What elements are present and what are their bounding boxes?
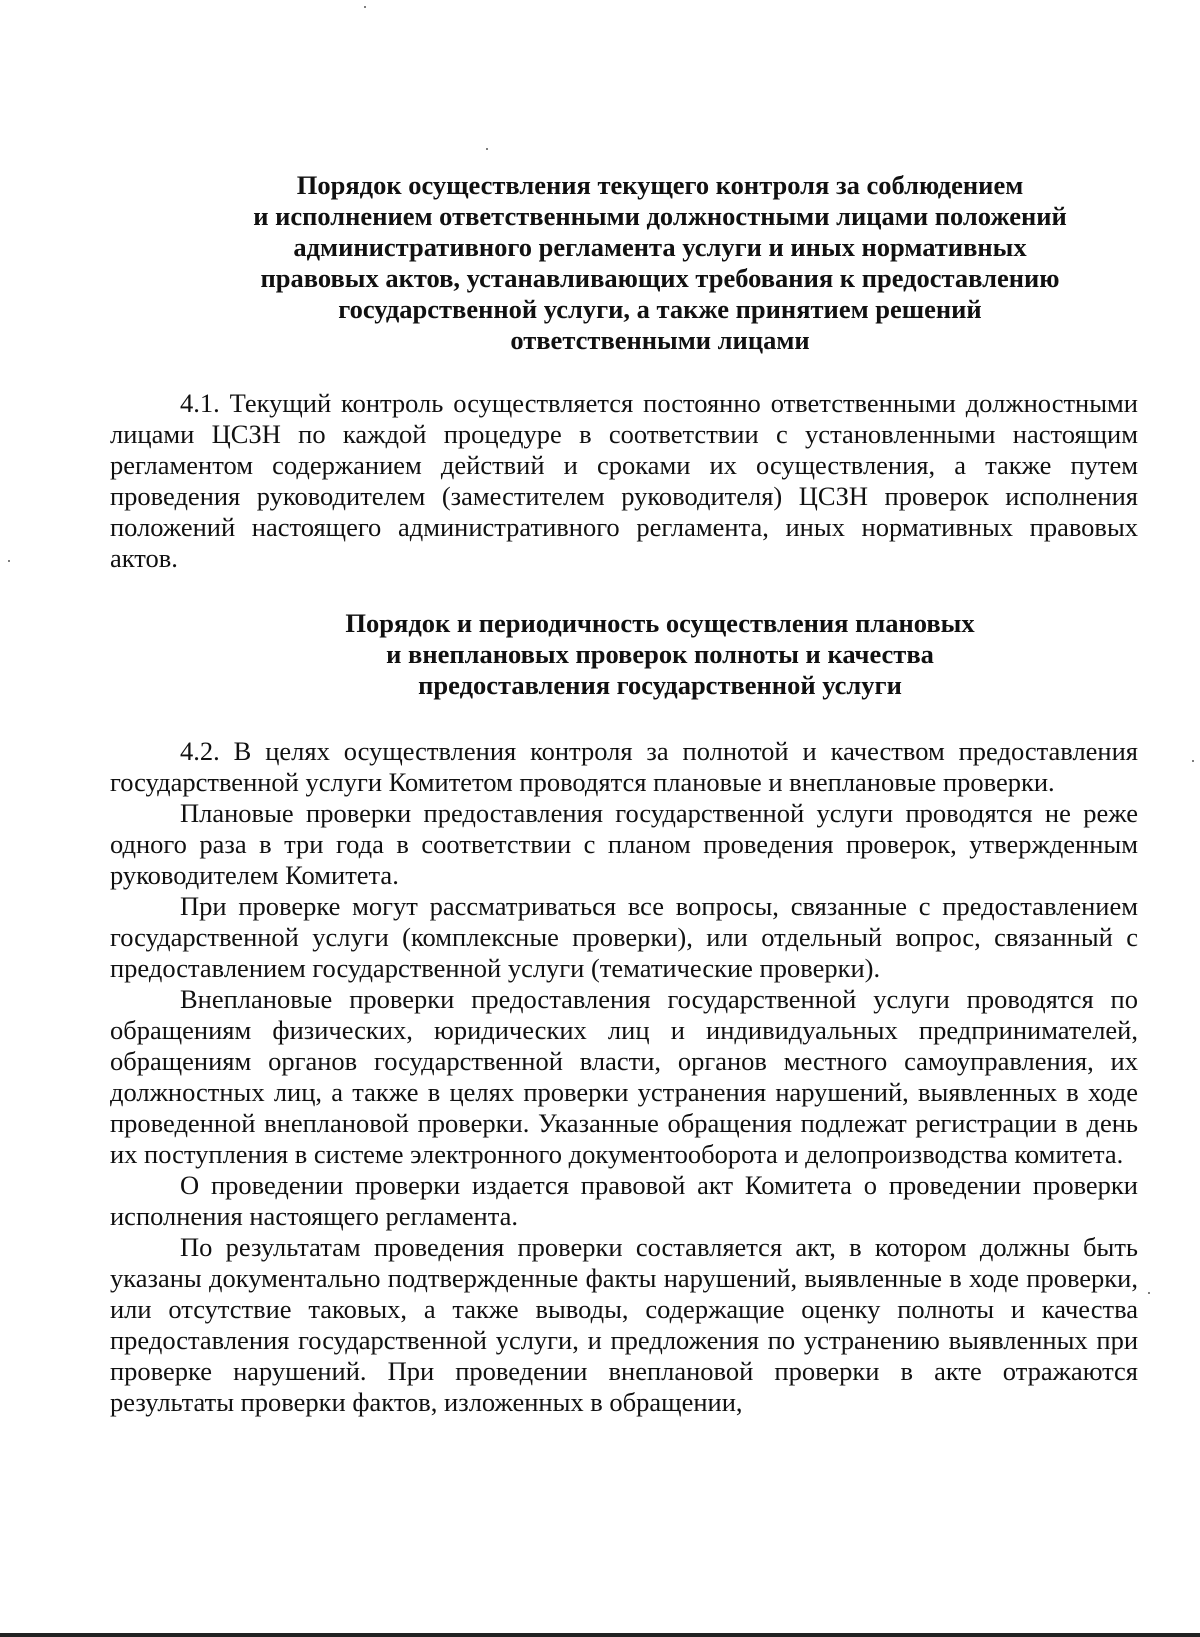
scan-speck bbox=[364, 6, 366, 8]
paragraph-check-scope: При проверке могут рассматриваться все вопросы, связанные с предоставлением государственной услуги (комплексные проверки), или отдельный вопрос, связанный с предоставлением государственной услуги (тематические проверки). bbox=[110, 891, 1138, 983]
paragraph-unplanned-checks: Внеплановые проверки предоставления государственной услуги проводятся по обращениям физических, юридических лиц и индивидуальных предпринимателей, обращениям органов государственной власти, органов местного самоуправления, их должностных лиц, а также в целях проверки устранения нарушений, выявленных в ходе проведенной внеплановой проверки. Указанные обращения подлежат регистрации в день их поступления в системе электронного документооборота и делопроизводства комитета. bbox=[110, 984, 1138, 1169]
scan-bottom-edge bbox=[0, 1633, 1200, 1637]
paragraph-check-results: По результатам проведения проверки составляется акт, в котором должны быть указаны документально подтвержденные факты нарушений, выявленные в ходе проверки, или отсутствие таковых, а также выводы, содержащие оценку полноты и качества предоставления государственной услуги, и предложения по устранению выявленных при проверке нарушений. При проведении внеплановой проверки в акте отражаются результаты проверки фактов, изложенных в обращении, bbox=[110, 1232, 1138, 1417]
heading-line: предоставления государственной услуги bbox=[418, 670, 902, 700]
scan-speck bbox=[8, 560, 10, 562]
scan-speck bbox=[486, 148, 488, 150]
paragraph-legal-act: О проведении проверки издается правовой акт Комитета о проведении проверки исполнения настоящего регламента. bbox=[110, 1170, 1138, 1231]
heading-line: ответственными лицами bbox=[510, 325, 810, 355]
paragraph-4-1: 4.1. Текущий контроль осуществляется постоянно ответственными должностными лицами ЦСЗН по каждой процедуре в соответствии с установленными настоящим регламентом содержанием действий и сроками их осуществления, а также путем проведения руководителем (заместителем руководителя) ЦСЗН проверок исполнения положений настоящего административного регламента, иных нормативных правовых актов. bbox=[110, 388, 1138, 573]
section-1-body bbox=[110, 388, 1138, 574]
heading-line: государственной услуги, а также принятием решений bbox=[338, 294, 982, 324]
heading-line: правовых актов, устанавливающих требования к предоставлению bbox=[260, 263, 1060, 293]
heading-line: административного регламента услуги и иных нормативных bbox=[293, 232, 1027, 262]
section-1-heading bbox=[210, 170, 1110, 356]
paragraph-planned-checks: Плановые проверки предоставления государственной услуги проводятся не реже одного раза в три года в соответствии с планом проведения проверок, утвержденным руководителем Комитета. bbox=[110, 798, 1138, 890]
scan-speck bbox=[1148, 1292, 1150, 1294]
section-2-body bbox=[110, 736, 1138, 1418]
heading-line: Порядок и периодичность осуществления плановых bbox=[345, 608, 975, 638]
heading-line: и внеплановых проверок полноты и качества bbox=[386, 639, 934, 669]
scan-speck bbox=[1192, 760, 1194, 762]
section-2-heading bbox=[250, 608, 1070, 701]
heading-line: и исполнением ответственными должностными лицами положений bbox=[253, 201, 1067, 231]
heading-line: Порядок осуществления текущего контроля за соблюдением bbox=[296, 170, 1024, 200]
paragraph-4-2: 4.2. В целях осуществления контроля за полнотой и качеством предоставления государственной услуги Комитетом проводятся плановые и внеплановые проверки. bbox=[110, 736, 1138, 797]
